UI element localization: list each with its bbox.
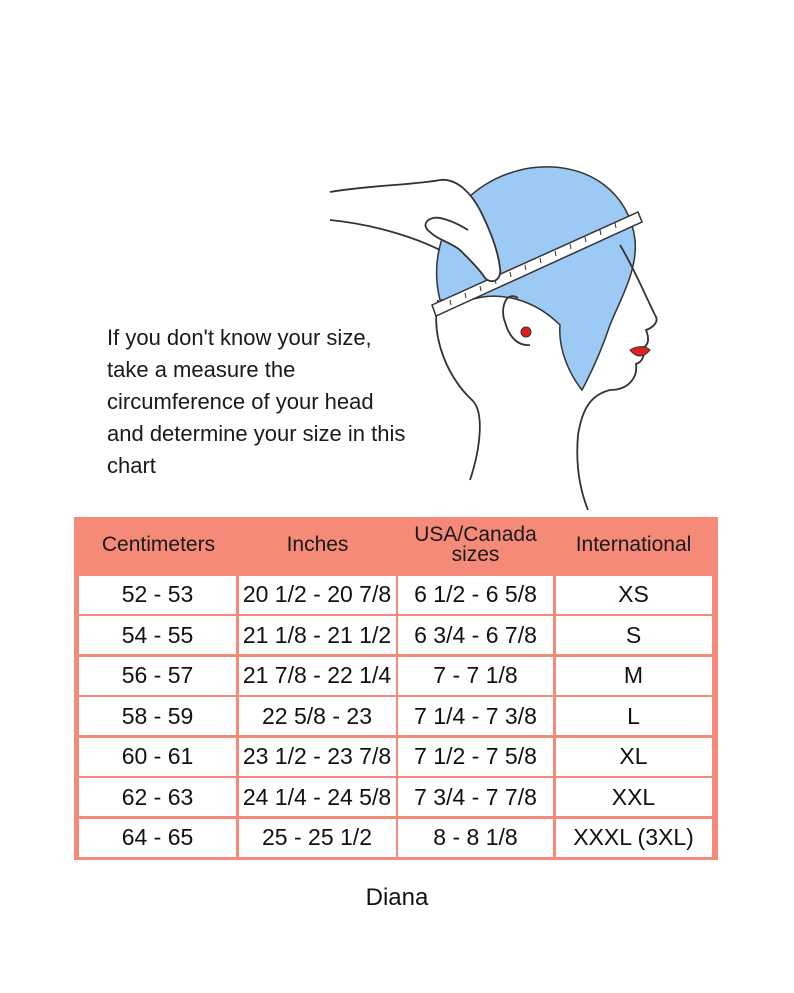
- cell-inches: 20 1/2 - 20 7/8: [239, 576, 396, 614]
- intro-text: If you don't know your size, take a measure the circumference of your head and determine your size in this chart: [107, 325, 406, 478]
- lips-icon: [630, 347, 650, 356]
- cell-international: M: [556, 657, 712, 695]
- table-body: [79, 576, 713, 857]
- header-inches: Inches: [286, 533, 349, 556]
- header-usa-canada: USA/Canada sizes: [414, 523, 537, 566]
- head-measurement-illustration: [320, 150, 700, 510]
- cell-international: XS: [556, 576, 712, 614]
- brand-name: Diana: [365, 884, 429, 911]
- cell-usa-canada: 7 - 7 1/8: [398, 657, 553, 695]
- table-header-row: [79, 517, 713, 573]
- cell-centimeters: 60 - 61: [79, 738, 236, 776]
- table-row: [79, 819, 713, 857]
- cell-international: XXL: [556, 778, 712, 816]
- cell-international: XL: [556, 738, 712, 776]
- cell-inches: 21 1/8 - 21 1/2: [239, 616, 396, 654]
- table-row: [79, 576, 713, 614]
- cell-centimeters: 54 - 55: [79, 616, 236, 654]
- header-centimeters: Centimeters: [101, 533, 216, 556]
- cell-international: XXXL (3XL): [556, 819, 712, 857]
- header-international: International: [575, 533, 692, 556]
- cell-centimeters: 62 - 63: [79, 778, 236, 816]
- cell-usa-canada: 8 - 8 1/8: [398, 819, 553, 857]
- table-row: [79, 697, 713, 735]
- cell-usa-canada: 6 1/2 - 6 5/8: [398, 576, 553, 614]
- cell-international: L: [556, 697, 712, 735]
- cell-inches: 21 7/8 - 22 1/4: [239, 657, 396, 695]
- cell-inches: 24 1/4 - 24 5/8: [239, 778, 396, 816]
- table-row: [79, 616, 713, 654]
- cell-usa-canada: 7 3/4 - 7 7/8: [398, 778, 553, 816]
- table-row: [79, 738, 713, 776]
- cell-usa-canada: 7 1/2 - 7 5/8: [398, 738, 553, 776]
- table-row: [79, 778, 713, 816]
- cell-usa-canada: 6 3/4 - 6 7/8: [398, 616, 553, 654]
- cell-usa-canada: 7 1/4 - 7 3/8: [398, 697, 553, 735]
- cell-centimeters: 58 - 59: [79, 697, 236, 735]
- cell-inches: 25 - 25 1/2: [239, 819, 396, 857]
- cell-centimeters: 56 - 57: [79, 657, 236, 695]
- size-chart-table: [74, 517, 718, 860]
- cell-centimeters: 52 - 53: [79, 576, 236, 614]
- cell-international: S: [556, 616, 712, 654]
- table-row: [79, 657, 713, 695]
- cell-centimeters: 64 - 65: [79, 819, 236, 857]
- cell-inches: 23 1/2 - 23 7/8: [239, 738, 396, 776]
- cell-inches: 22 5/8 - 23: [239, 697, 396, 735]
